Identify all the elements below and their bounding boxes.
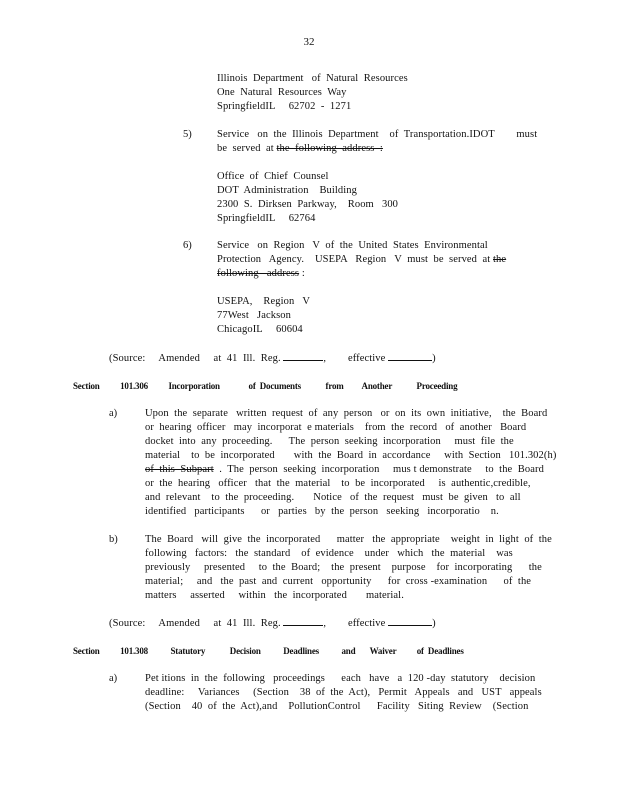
paragraph-line: (Section 40 of the Act),and PollutionControl Facility Siting Review (Section xyxy=(145,701,529,712)
address-line: Illinois Department of Natural Resources xyxy=(217,73,408,84)
address-line: Office of Chief Counsel xyxy=(217,171,329,182)
address-line: 77West Jackson xyxy=(217,310,291,321)
paragraph-line: The Board will give the incorporated matter the appropriate weight in light of the xyxy=(145,534,552,545)
item-number: 6) xyxy=(183,240,192,251)
item-text xyxy=(217,142,383,156)
source-text: (Source: Amended at 41 Ill. Reg. xyxy=(109,353,281,364)
section-heading: Section 101.308 Statutory Decision Deadlines and Waiver of Deadlines xyxy=(73,646,464,656)
item-number: a) xyxy=(109,673,118,684)
paragraph-line: and relevant to the proceeding. Notice of the request must be given to all xyxy=(145,492,521,503)
text-segment: be served at xyxy=(217,143,277,154)
item-text xyxy=(217,253,506,267)
blank-line xyxy=(283,616,323,626)
address-line: One Natural Resources Way xyxy=(217,87,347,98)
blank-line xyxy=(388,616,432,626)
paragraph-line: Upon the separate written request of any person or on its own initiative, the Board xyxy=(145,408,548,419)
source-text: , effective xyxy=(323,353,386,364)
item-number: b) xyxy=(109,534,118,545)
address-line: DOT Administration Building xyxy=(217,185,357,196)
paragraph-line: deadline: Variances (Section 38 of the Act), Permit Appeals and UST appeals xyxy=(145,687,542,698)
item-text: Service on the Illinois Department of Transportation.IDOT must xyxy=(217,129,538,140)
paragraph-line xyxy=(145,463,544,477)
paragraph-line: Pet itions in the following proceedings each have a 120 -day statutory decision xyxy=(145,673,536,684)
page-number: 32 xyxy=(303,36,315,48)
paragraph-line: following factors: the standard of evidence under which the material was xyxy=(145,548,513,559)
source-text: , effective xyxy=(323,618,386,629)
item-text xyxy=(217,267,305,281)
struck-text: following address xyxy=(217,268,300,279)
source-text: ) xyxy=(432,618,436,629)
paragraph-line: material to be incorporated with the Board in accordance with Section 101.302(h) xyxy=(145,450,557,461)
paragraph-line: or hearing officer may incorporat e materials from the record of another Board xyxy=(145,422,527,433)
paragraph-line: material; and the past and current opportunity for cross -examination of the xyxy=(145,576,532,587)
blank-line xyxy=(388,351,432,361)
source-note xyxy=(109,616,436,631)
address-line: SpringfieldIL 62702 - 1271 xyxy=(217,101,352,112)
text-segment: : xyxy=(299,268,305,279)
source-text: ) xyxy=(432,353,436,364)
source-text: (Source: Amended at 41 Ill. Reg. xyxy=(109,618,281,629)
struck-text: the xyxy=(493,254,507,265)
text-segment: Protection Agency. USEPA Region V must be served at xyxy=(217,254,493,265)
address-line: 2300 S. Dirksen Parkway, Room 300 xyxy=(217,199,399,210)
address-line: ChicagoIL 60604 xyxy=(217,324,303,335)
address-line: SpringfieldIL 62764 xyxy=(217,213,316,224)
section-heading: Section 101.306 Incorporation of Documents from Another Proceeding xyxy=(73,381,458,391)
paragraph-line: previously presented to the Board; the present purpose for incorporating the xyxy=(145,562,542,573)
struck-text: of this Subpart xyxy=(145,464,214,475)
item-text: Service on Region V of the United States Environmental xyxy=(217,240,488,251)
blank-line xyxy=(283,351,323,361)
paragraph-line: identified participants or parties by the person seeking incorporatio n. xyxy=(145,506,499,517)
paragraph-line: docket into any proceeding. The person seeking incorporation must file the xyxy=(145,436,514,447)
source-note xyxy=(109,351,436,366)
struck-text: the following address : xyxy=(276,143,383,154)
paragraph-line: or the hearing officer that the material to be incorporated is authentic,credible, xyxy=(145,478,531,489)
text-segment: . The person seeking incorporation mus t demonstrate to the Board xyxy=(213,464,544,475)
paragraph-line: matters asserted within the incorporated material. xyxy=(145,590,404,601)
item-number: 5) xyxy=(183,129,192,140)
item-number: a) xyxy=(109,408,118,419)
address-line: USEPA, Region V xyxy=(217,296,311,307)
